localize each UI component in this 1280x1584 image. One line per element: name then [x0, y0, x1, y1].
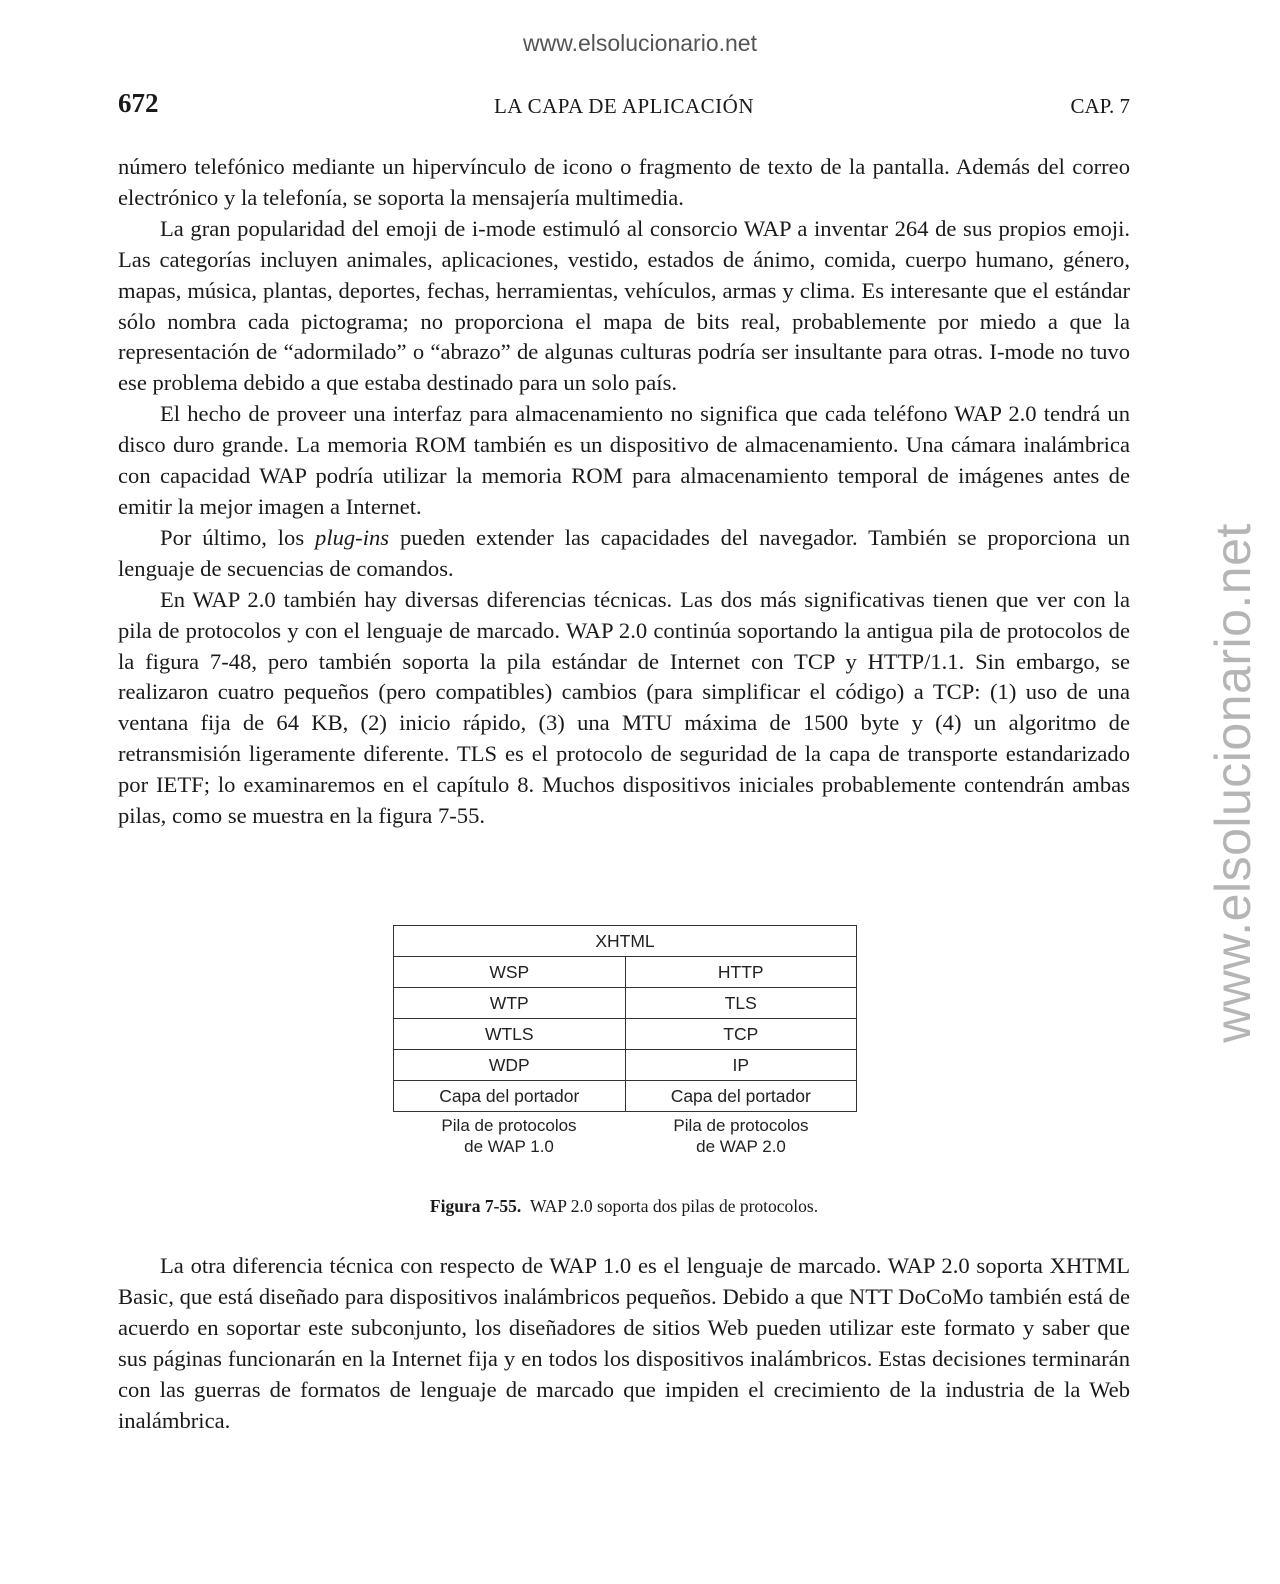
wap2-stack-label: Pila de protocolos de WAP 2.0 — [673, 1116, 809, 1156]
stack-labels — [393, 1115, 857, 1157]
paragraph: El hecho de proveer una interfaz para almacenamiento no significa que cada teléfono WAP 2.0 tendrá un disco duro grande. La memoria ROM también es un dispositivo de almacenamiento. Una cámara inalámbrica con capacidad WAP podría utilizar la memoria ROM para almacenamiento temporal de imágenes antes de emitir la mejor imagen a Internet. — [118, 401, 1130, 519]
body-text-bottom — [118, 1251, 1130, 1436]
figure-caption-text: WAP 2.0 soporta dos pilas de protocolos. — [530, 1196, 819, 1216]
protocol-stack-figure — [393, 925, 857, 1157]
table-row — [394, 1050, 857, 1081]
paragraph: La otra diferencia técnica con respecto de WAP 1.0 es el lenguaje de marcado. WAP 2.0 soporta XHTML Basic, que está diseñado para dispositivos inalámbricos pequeños. Debido a que NTT DoCoMo también está de acuerdo en soportar este subconjunto, los diseñadores de sitios Web pueden utilizar este formato y saber que sus páginas funcionarán en la Internet fija y en todos los dispositivos inalámbricos. Estas decisiones terminarán con las guerras de formatos de lenguaje de marcado que impiden el crecimiento de la industria de la Web inalámbrica. — [118, 1253, 1130, 1433]
wap1-layer-cell: WSP — [394, 957, 626, 988]
wap1-layer-cell: WTLS — [394, 1019, 626, 1050]
table-row — [394, 988, 857, 1019]
text-run: pueden extender las capacidades del navegador. También se proporciona un lenguaje de secuencias de comandos. — [118, 524, 1130, 581]
table-row — [394, 1019, 857, 1050]
page-number: 672 — [118, 88, 159, 118]
paragraph: número telefónico mediante un hipervínculo de icono o fragmento de texto de la pantalla. Además del correo electrónico y la telefonía, se soporta la mensajería multimedia. — [118, 154, 1130, 210]
chapter-label: CAP. 7 — [1070, 94, 1130, 118]
wap2-layer-cell: IP — [625, 1050, 857, 1081]
figure-caption — [118, 1196, 1130, 1217]
italic-term: plug-ins — [315, 524, 390, 550]
table-row — [394, 926, 857, 957]
body-text-top — [118, 152, 1130, 832]
protocol-stack-table — [393, 925, 857, 1112]
wap2-layer-cell: HTTP — [625, 957, 857, 988]
watermark-side: www.elsolucionario.net — [1205, 523, 1261, 1043]
wap1-layer-cell: WDP — [394, 1050, 626, 1081]
wap2-layer-cell: Capa del portador — [625, 1081, 857, 1112]
page-header — [118, 88, 1130, 124]
table-row — [394, 957, 857, 988]
paragraph-plugins — [118, 523, 1130, 585]
watermark-top: www.elsolucionario.net — [523, 30, 757, 56]
wap2-layer-cell: TCP — [625, 1019, 857, 1050]
running-title: LA CAPA DE APLICACIÓN — [493, 94, 755, 118]
paragraph: En WAP 2.0 también hay diversas diferencias técnicas. Las dos más significativas tienen que ver con la pila de protocolos y con el lenguaje de marcado. WAP 2.0 continúa soportando la antigua pila de protocolos de la figura 7-48, pero también soporta la pila estándar de Internet con TCP y HTTP/1.1. Sin embargo, se realizaron cuatro pequeños (pero compatibles) cambios (para simplificar el código) a TCP: (1) uso de una ventana fija de 64 KB, (2) inicio rápido, (3) una MTU máxima de 1500 byte y (4) un algoritmo de retransmisión ligeramente diferente. TLS es el protocolo de seguridad de la capa de transporte estandarizado por IETF; lo examinaremos en el capítulo 8. Muchos dispositivos iniciales probablemente contendrán ambas pilas, como se muestra en la figura 7-55. — [118, 586, 1130, 829]
table-row — [394, 1081, 857, 1112]
figure-caption-label: Figura 7-55. — [429, 1196, 522, 1216]
wap2-layer-cell: TLS — [625, 988, 857, 1019]
paragraph: La gran popularidad del emoji de i-mode estimuló al consorcio WAP a inventar 264 de sus propios emoji. Las categorías incluyen animales, aplicaciones, vestido, estados de ánimo, comida, cuerpo humano, género, mapas, música, plantas, deportes, fechas, herramientas, vehículos, armas y clima. Es interesante que el estándar sólo nombra cada pictograma; no proporciona el mapa de bits real, probablemente por miedo a que la representación de “adormilado” o “abrazo” de algunas culturas podría ser insultante para otras. I-mode no tuvo ese problema debido a que estaba destinado para un solo país. — [118, 215, 1130, 396]
xhtml-cell: XHTML — [394, 926, 857, 957]
text-run: Por último, los — [160, 524, 316, 550]
wap1-stack-label: Pila de protocolos de WAP 1.0 — [441, 1116, 577, 1156]
wap1-layer-cell: WTP — [394, 988, 626, 1019]
wap1-layer-cell: Capa del portador — [394, 1081, 626, 1112]
